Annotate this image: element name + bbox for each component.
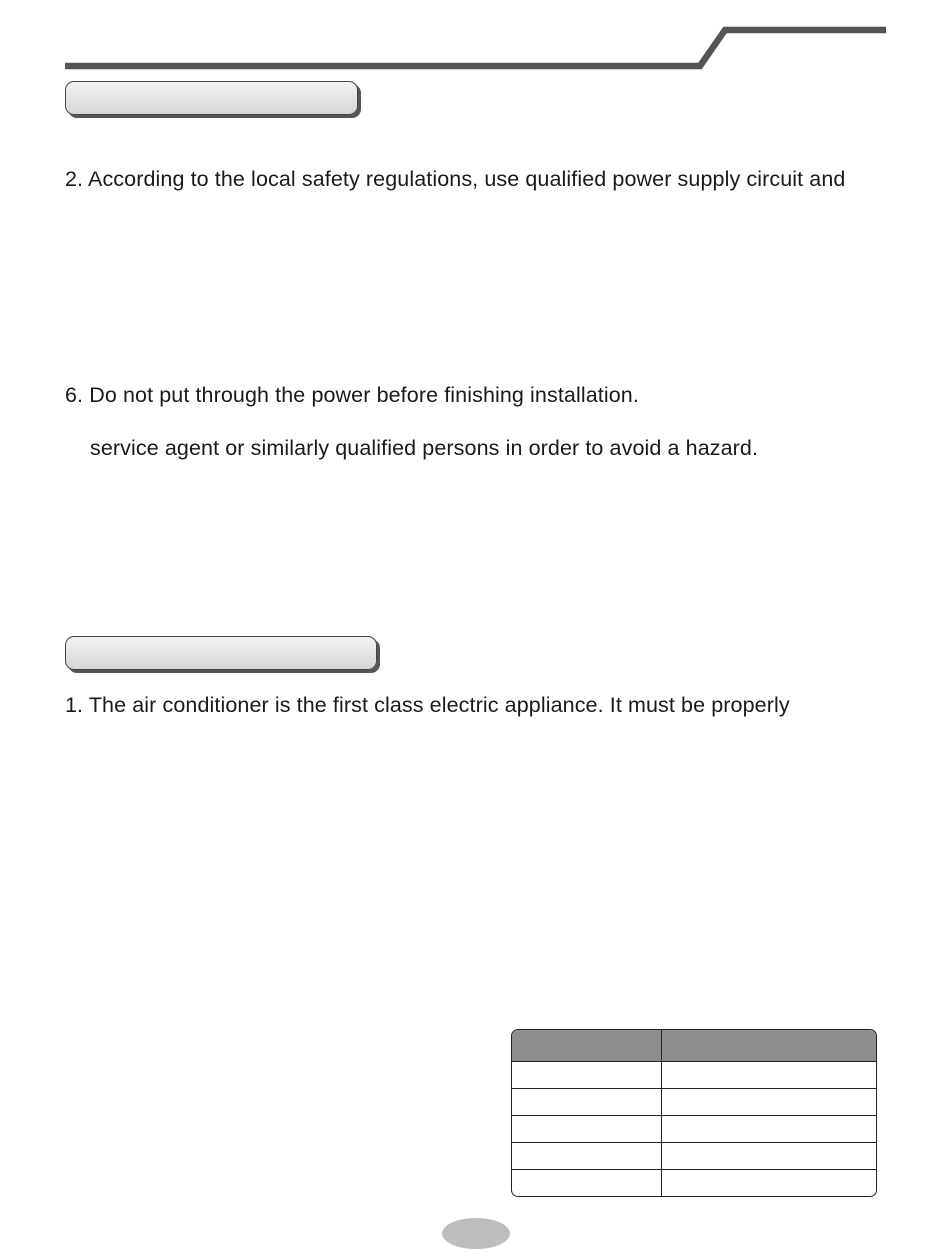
page-number-badge xyxy=(442,1218,510,1249)
table-header-cell xyxy=(662,1030,877,1062)
table-cell xyxy=(662,1062,877,1089)
table-cell xyxy=(512,1143,662,1170)
paragraph-line-2: 2. According to the local safety regulations, use qualified power supply circuit and xyxy=(65,167,846,191)
table-cell xyxy=(662,1089,877,1116)
table-row xyxy=(512,1062,876,1089)
table-cell xyxy=(512,1062,662,1089)
paragraph-line-service: service agent or similarly qualified persons in order to avoid a hazard. xyxy=(90,436,759,460)
section-tab-2 xyxy=(65,636,377,670)
table-cell xyxy=(662,1143,877,1170)
table-header-cell xyxy=(512,1030,662,1062)
table-row xyxy=(512,1089,876,1116)
table-cell xyxy=(512,1170,662,1197)
table-cell xyxy=(512,1089,662,1116)
section-tab-1 xyxy=(65,81,358,115)
table-cell xyxy=(512,1116,662,1143)
table-row xyxy=(512,1116,876,1143)
spec-table xyxy=(511,1029,877,1197)
header-rule xyxy=(0,0,950,80)
paragraph-line-6: 6. Do not put through the power before finishing installation. xyxy=(65,383,639,407)
table-header-row xyxy=(512,1030,876,1062)
table-cell xyxy=(662,1116,877,1143)
table-row xyxy=(512,1143,876,1170)
table-row xyxy=(512,1170,876,1197)
table-cell xyxy=(662,1170,877,1197)
paragraph-line-1: 1. The air conditioner is the first class electric appliance. It must be properly xyxy=(65,693,790,717)
